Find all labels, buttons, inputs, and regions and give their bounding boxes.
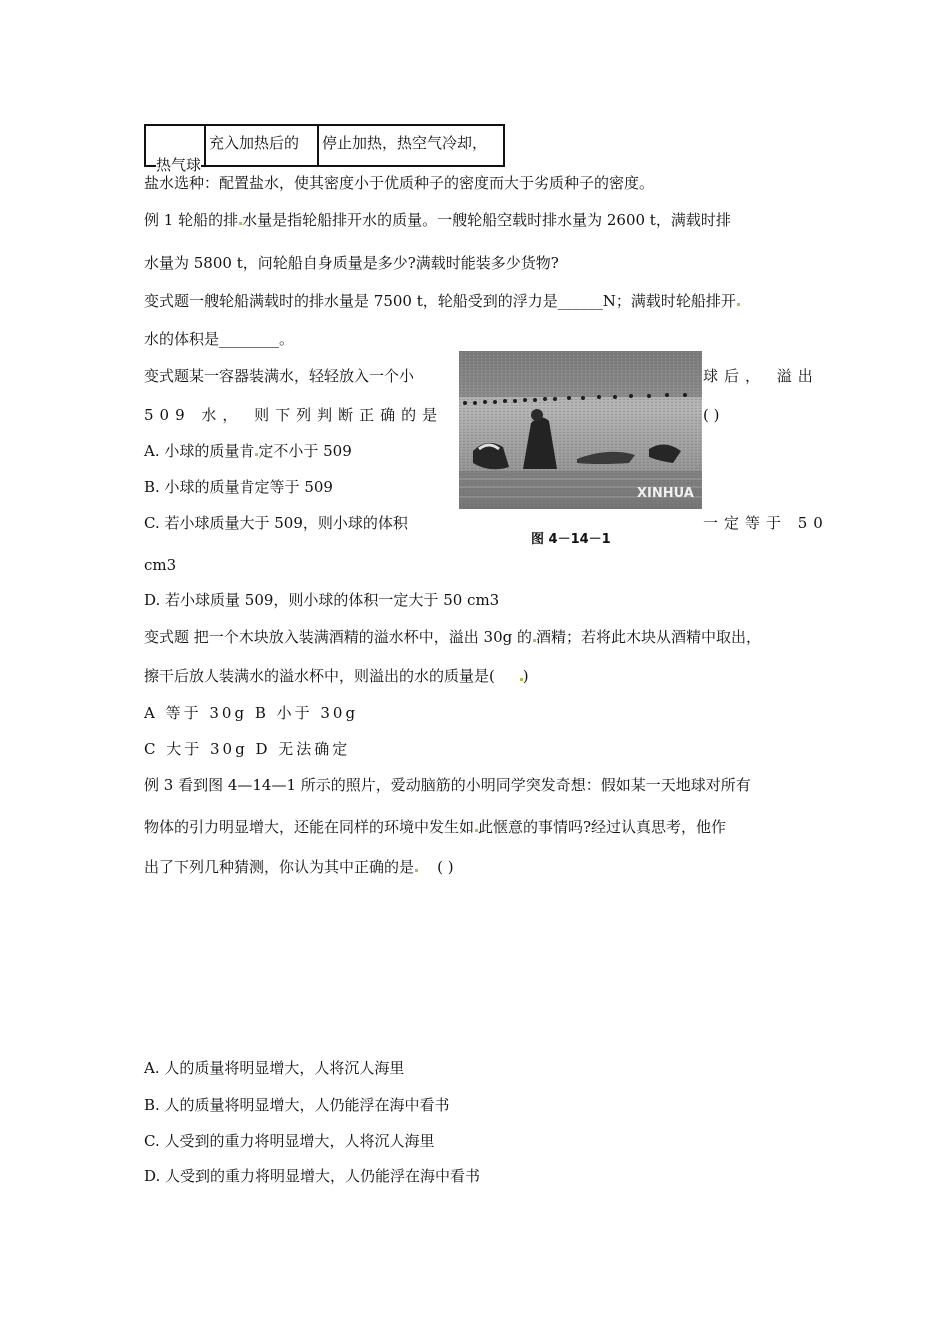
- option-d-line: D. 若小球质量 509，则小球的体积一定大于 50 cm3: [144, 591, 500, 609]
- text-line: [144, 817, 726, 837]
- text-fragment: 物体的引力明显增大，还能在同样的环境中发生如: [144, 818, 475, 836]
- text-fragment: ): [522, 667, 529, 685]
- figure-caption: 图 4－14－1: [531, 532, 611, 547]
- text-line: 水的体积是________。: [144, 330, 295, 348]
- text-line: [144, 666, 529, 686]
- text-line: cm3: [144, 556, 177, 574]
- mark-dot: [737, 303, 740, 306]
- text-line: 509 水， 则下列判断正确的是: [144, 406, 444, 424]
- text-fragment: 例 1 轮船的排: [144, 211, 239, 229]
- table-cell: 停止加热，热空气冷却，: [318, 125, 504, 166]
- mark-dot: [415, 869, 418, 872]
- dead-sea-photo: [459, 351, 702, 509]
- table-cell: 充入加热后的: [205, 125, 318, 166]
- text-line: 变式题某一容器装满水，轻轻放入一个小: [144, 367, 415, 385]
- text-fragment: 此惬意的事情吗?经过认真思考，他作: [478, 818, 727, 836]
- variant-1-line: [144, 291, 740, 311]
- option-d-line: D. 人受到的重力将明显增大，人仍能浮在海中看书: [144, 1167, 481, 1185]
- text-fragment: 变式题 把一个木块放入装满酒精的溢水杯中，溢出 30g 的: [144, 628, 532, 646]
- example-1-line: [144, 210, 731, 230]
- table-cell: [145, 125, 205, 174]
- option-c-tail: 一定等于 50: [703, 514, 829, 532]
- variant-2-line: [144, 627, 761, 647]
- text-fragment: 出了下列几种猜测，你认为其中正确的是: [144, 858, 415, 876]
- text-line: 水量为 5800 t，问轮船自身质量是多少?满载时能装多少货物?: [144, 254, 559, 272]
- photo-watermark: XINHUA: [637, 486, 694, 501]
- option-a-line: [144, 441, 352, 461]
- text-line: 盐水选种：配置盐水，使其密度小于优质种子的密度而大于劣质种子的密度。: [144, 174, 655, 192]
- option-a-line: A. 人的质量将明显增大，人将沉人海里: [144, 1059, 405, 1077]
- option-b-line: B. 小球的质量肯定等于 509: [144, 478, 333, 496]
- option-b-line: B. 人的质量将明显增大，人仍能浮在海中看书: [144, 1096, 450, 1114]
- hot-air-balloon-table: [144, 124, 505, 174]
- table-cell-text: 热气球: [156, 156, 202, 174]
- text-fragment: 变式题一艘轮船满载时的排水量是 7500 t，轮船受到的浮力是______N；满载时轮船排开: [144, 292, 736, 310]
- answer-blank: ( ): [437, 858, 454, 876]
- photo-drawing: [459, 351, 702, 509]
- choice-line: A 等于 30g B 小于 30g: [144, 704, 359, 722]
- text-fragment: 水量是指轮船排开水的质量。一艘轮船空载时排水量为 2600 t，满载时排: [242, 211, 731, 229]
- example-3-line: 例 3 看到图 4—14—1 所示的照片，爱动脑筋的小明同学突发奇想：假如某一天地球对所有: [144, 776, 751, 794]
- text-fragment: 酒精；若将此木块从酒精中取出，: [536, 628, 762, 646]
- text-line: [144, 857, 454, 877]
- option-c-line: C. 人受到的重力将明显增大，人将沉人海里: [144, 1132, 435, 1150]
- text-line: 球后， 溢出: [703, 367, 819, 385]
- text-fragment: A. 小球的质量肯: [144, 442, 255, 460]
- text-fragment: 定不小于 509: [258, 442, 352, 460]
- option-c-line: C. 若小球质量大于 509，则小球的体积: [144, 514, 408, 532]
- answer-blank: ( ): [703, 406, 720, 424]
- choice-line: C 大于 30g D 无法确定: [144, 740, 351, 758]
- text-fragment: 擦干后放人装满水的溢水杯中，则溢出的水的质量是(: [144, 667, 495, 685]
